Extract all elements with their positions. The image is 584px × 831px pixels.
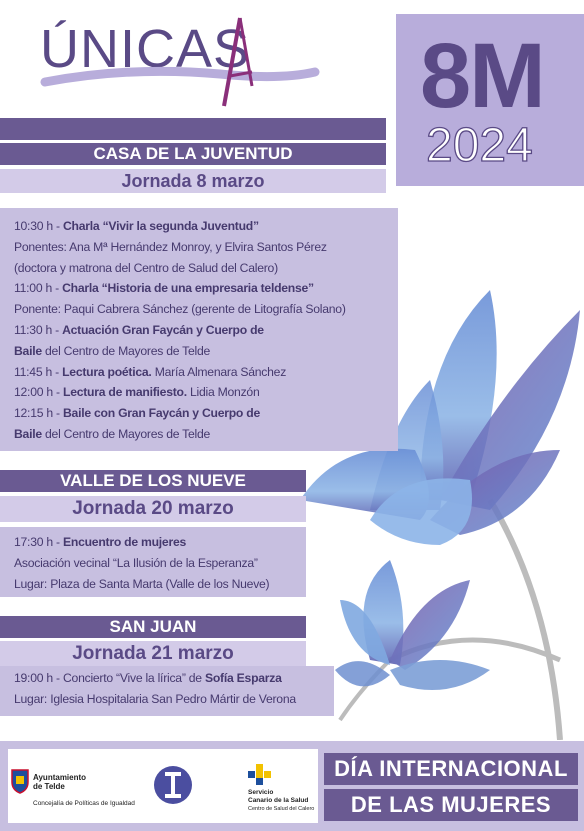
- program-line: Ponentes: Ana Mª Hernández Monroy, y Elvira Santos Pérez: [14, 239, 327, 254]
- org3-line1: Servicio: [248, 789, 274, 796]
- event-year: 2024: [426, 119, 533, 172]
- program-line: 11:00 h - Charla “Historia de una empresaria teldense”: [14, 281, 314, 296]
- section-title-san-juan: SAN JUAN: [0, 616, 306, 638]
- program-line: Baile del Centro de Mayores de Telde: [14, 343, 211, 358]
- org1-department: Concejalía de Políticas de Igualdad: [33, 800, 135, 807]
- program-line: Lugar: Plaza de Santa Marta (Valle de los Nueve): [14, 576, 270, 591]
- program-line: Asociación vecinal “La Ilusión de la Esperanza”: [14, 555, 258, 570]
- org3-line3: Centro de Salud del Calero: [248, 806, 315, 812]
- logo-swash: [40, 60, 320, 100]
- org3-line2: Canario de la Salud: [248, 797, 309, 804]
- section-date-21-marzo: Jornada 21 marzo: [0, 641, 306, 667]
- section-date-8-marzo: Jornada 8 marzo: [0, 169, 386, 193]
- program-line: 11:45 h - Lectura poética. María Almenara Sánchez: [14, 364, 287, 379]
- program-line: 10:30 h - Charla “Vivir la segunda Juventud”: [14, 219, 259, 233]
- logo-a-accent: [212, 14, 262, 114]
- igualdad-seal-icon: [152, 764, 194, 806]
- header-bar: [0, 118, 386, 140]
- section-title-casa-juventud: CASA DE LA JUVENTUD: [0, 143, 386, 165]
- program-line: 11:30 h - Actuación Gran Faycán y Cuerpo de: [14, 322, 264, 337]
- section-date-20-marzo: Jornada 20 marzo: [0, 496, 306, 522]
- program-line: 19:00 h - Concierto “Vive la lírica” de Sofía Esparza: [14, 671, 282, 685]
- org1-city: de Telde: [33, 782, 65, 791]
- program-list-20-marzo: [14, 532, 269, 594]
- program-line: Baile del Centro de Mayores de Telde: [14, 426, 211, 441]
- program-list-8-marzo: [14, 216, 346, 445]
- dia-internacional-banner: [324, 753, 578, 823]
- program-line: 17:30 h - Encuentro de mujeres: [14, 535, 187, 549]
- program-list-21-marzo: [14, 668, 296, 710]
- banner-line-1: DÍA INTERNACIONAL: [324, 753, 578, 785]
- program-line: (doctora y matrona del Centro de Salud del Calero): [14, 260, 278, 275]
- program-line: Ponente: Paqui Cabrera Sánchez (gerente de Litografía Solano): [14, 302, 346, 317]
- unicas-logo: ÚNICAS: [40, 19, 251, 79]
- org1-name: Ayuntamiento: [33, 773, 87, 782]
- program-line: 12:15 h - Baile con Gran Faycán y Cuerpo de: [14, 406, 260, 421]
- section-title-valle-nueve: VALLE DE LOS NUEVE: [0, 470, 306, 492]
- program-line: Lugar: Iglesia Hospitalaria San Pedro Mártir de Verona: [14, 691, 296, 706]
- event-code: 8M: [420, 25, 544, 127]
- banner-line-2: DE LAS MUJERES: [324, 789, 578, 821]
- telde-coat-of-arms-icon: [10, 768, 30, 794]
- servicio-canario-salud-icon: [248, 764, 272, 786]
- program-line: 12:00 h - Lectura de manifiesto. Lidia Monzón: [14, 385, 260, 400]
